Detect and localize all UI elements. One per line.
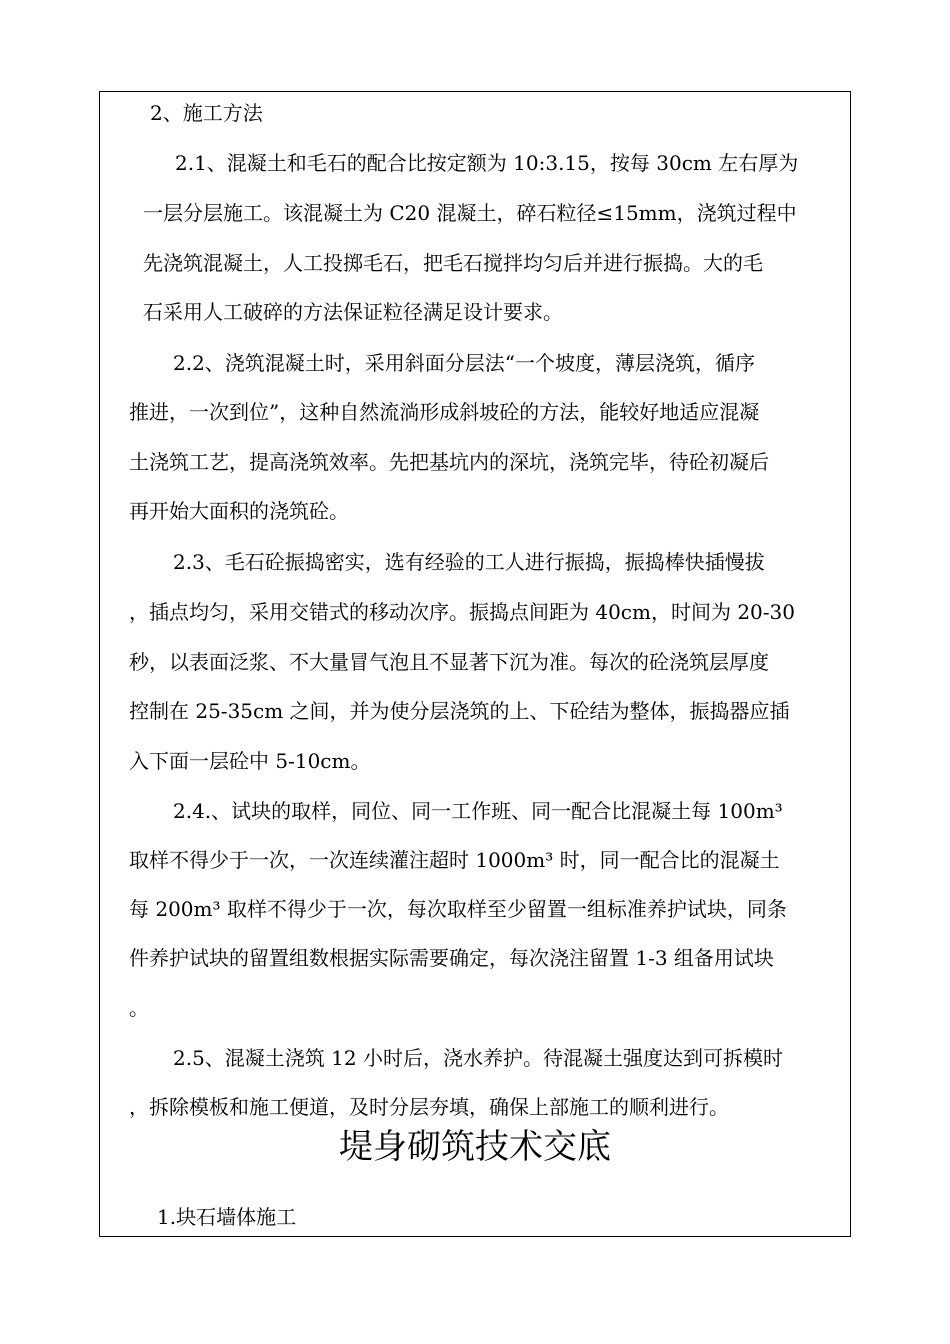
paragraph-2-3-line: 控制在 25-35cm 之间，并为使分层浇筑的上、下砼结为整体，振捣器应插 bbox=[129, 699, 790, 723]
paragraph-2-4-line: 2.4.、试块的取样，同位、同一工作班、同一配合比混凝土每 100m³ bbox=[173, 799, 783, 823]
section-heading: 2、施工方法 bbox=[150, 101, 263, 125]
paragraph-2-2-line: 推进，一次到位”，这种自然流淌形成斜坡砼的方法，能较好地适应混凝 bbox=[129, 400, 760, 424]
paragraph-2-5-line: ，拆除模板和施工便道，及时分层夯填，确保上部施工的顺利进行。 bbox=[129, 1095, 729, 1119]
paragraph-2-4-line: 每 200m³ 取样不得少于一次，每次取样至少留置一组标准养护试块，同条 bbox=[129, 897, 787, 921]
subsection-heading: 1.块石墙体施工 bbox=[157, 1205, 297, 1229]
paragraph-2-1-line: 2.1、混凝土和毛石的配合比按定额为 10:3.15，按每 30cm 左右厚为 bbox=[175, 151, 799, 175]
paragraph-2-3-line: 2.3、毛石砼振捣密实，选有经验的工人进行振捣，振捣棒快插慢拔 bbox=[173, 550, 765, 574]
paragraph-2-3-line: ，插点均匀，采用交错式的移动次序。振捣点间距为 40cm，时间为 20-30 bbox=[129, 600, 795, 624]
paragraph-2-5-line: 2.5、混凝土浇筑 12 小时后，浇水养护。待混凝土强度达到可拆模时 bbox=[173, 1046, 783, 1070]
paragraph-2-4-line: 件养护试块的留置组数根据实际需要确定，每次浇注留置 1-3 组备用试块 bbox=[129, 946, 774, 970]
paragraph-2-4-line: 。 bbox=[129, 996, 149, 1020]
paragraph-2-3-line: 秒，以表面泛浆、不大量冒气泡且不显著下沉为准。每次的砼浇筑层厚度 bbox=[129, 650, 769, 674]
paragraph-2-4-line: 取样不得少于一次，一次连续灌注超时 1000m³ 时，同一配合比的混凝土 bbox=[129, 848, 780, 872]
paragraph-2-2-line: 土浇筑工艺，提高浇筑效率。先把基坑内的深坑，浇筑完毕，待砼初凝后 bbox=[129, 450, 769, 474]
paragraph-2-1-line: 一层分层施工。该混凝土为 C20 混凝土，碎石粒径≤15mm，浇筑过程中 bbox=[143, 201, 797, 225]
paragraph-2-1-line: 先浇筑混凝土，人工投掷毛石，把毛石搅拌均匀后并进行振捣。大的毛 bbox=[143, 251, 763, 275]
paragraph-2-1-line: 石采用人工破碎的方法保证粒径满足设计要求。 bbox=[143, 300, 563, 324]
document-title: 堤身砌筑技术交底 bbox=[339, 1127, 611, 1167]
paragraph-2-2-line: 2.2、浇筑混凝土时，采用斜面分层法“一个坡度，薄层浇筑，循序 bbox=[173, 351, 756, 375]
paragraph-2-2-line: 再开始大面积的浇筑砼。 bbox=[129, 499, 349, 523]
paragraph-2-3-line: 入下面一层砼中 5-10cm。 bbox=[129, 749, 371, 773]
